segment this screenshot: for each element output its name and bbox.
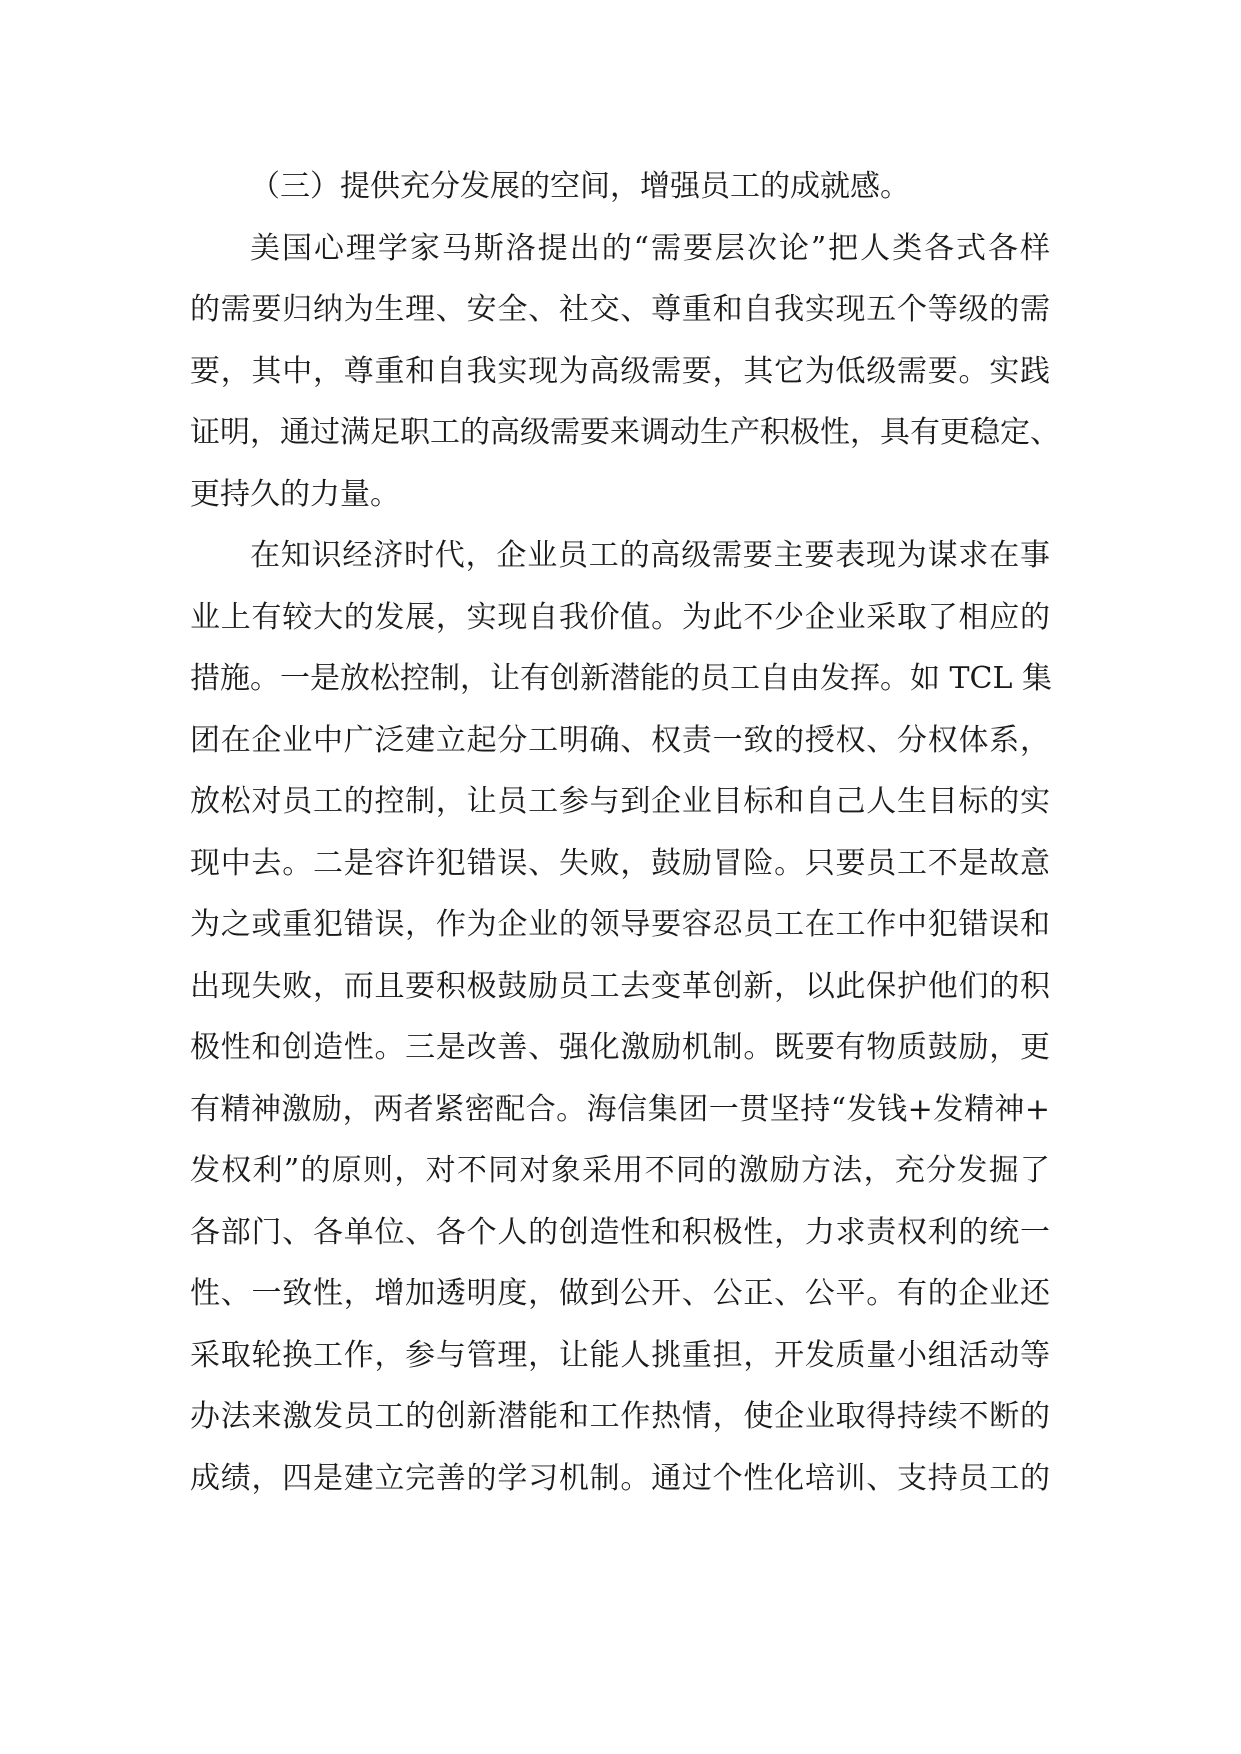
text-line: 团在企业中广泛建立起分工明确、权责一致的授权、分权体系， bbox=[190, 722, 1050, 758]
text-line: 证明，通过满足职工的高级需要来调动生产积极性，具有更稳定、 bbox=[190, 415, 1060, 450]
text-line: 极性和创造性。三是改善、强化激励机制。既要有物质鼓励，更 bbox=[190, 1030, 1050, 1065]
text-line: 放松对员工的控制，让员工参与到企业目标和自己人生目标的实 bbox=[190, 784, 1050, 819]
text-line: 的需要归纳为生理、安全、社交、尊重和自我实现五个等级的需 bbox=[190, 292, 1050, 327]
text-line: 成绩，四是建立完善的学习机制。通过个性化培训、支持员工的 bbox=[190, 1460, 1050, 1496]
section-heading: （三）提供充分发展的空间，增强员工的成就感。 bbox=[250, 169, 910, 204]
text-line: 在知识经济时代，企业员工的高级需要主要表现为谋求在事 bbox=[250, 538, 1050, 573]
text-line: 性、一致性，增加透明度，做到公开、公正、公平。有的企业还 bbox=[190, 1276, 1050, 1311]
text-line: 各部门、各单位、各个人的创造性和积极性，力求责权利的统一 bbox=[190, 1214, 1050, 1250]
text-line: 要，其中，尊重和自我实现为高级需要，其它为低级需要。实践 bbox=[190, 353, 1050, 389]
text-line: 出现失败，而且要积极鼓励员工去变革创新，以此保护他们的积 bbox=[190, 968, 1050, 1004]
text-line: 美国心理学家马斯洛提出的“需要层次论”把人类各式各样 bbox=[250, 230, 1050, 266]
paragraph-maslow bbox=[190, 218, 1060, 526]
text-line: 采取轮换工作，参与管理，让能人挑重担，开发质量小组活动等 bbox=[190, 1337, 1050, 1373]
text-line: 为之或重犯错误，作为企业的领导要容忍员工在工作中犯错误和 bbox=[190, 907, 1050, 942]
text-line: 业上有较大的发展，实现自我价值。为此不少企业采取了相应的 bbox=[190, 599, 1050, 635]
paragraph-knowledge-economy bbox=[190, 525, 1050, 1509]
text-line: 更持久的力量。 bbox=[190, 476, 400, 512]
text-line: 措施。一是放松控制，让有创新潜能的员工自由发挥。如 TCL 集 bbox=[190, 661, 1052, 696]
text-line: 有精神激励，两者紧密配合。海信集团一贯坚持“发钱+发精神+ bbox=[190, 1091, 1050, 1127]
document-body bbox=[190, 156, 1060, 1509]
text-line: 现中去。二是容许犯错误、失败，鼓励冒险。只要员工不是故意 bbox=[190, 845, 1050, 881]
text-line: 发权利”的原则，对不同对象采用不同的激励方法，充分发掘了 bbox=[190, 1153, 1050, 1188]
text-line: 办法来激发员工的创新潜能和工作热情，使企业取得持续不断的 bbox=[190, 1399, 1050, 1434]
